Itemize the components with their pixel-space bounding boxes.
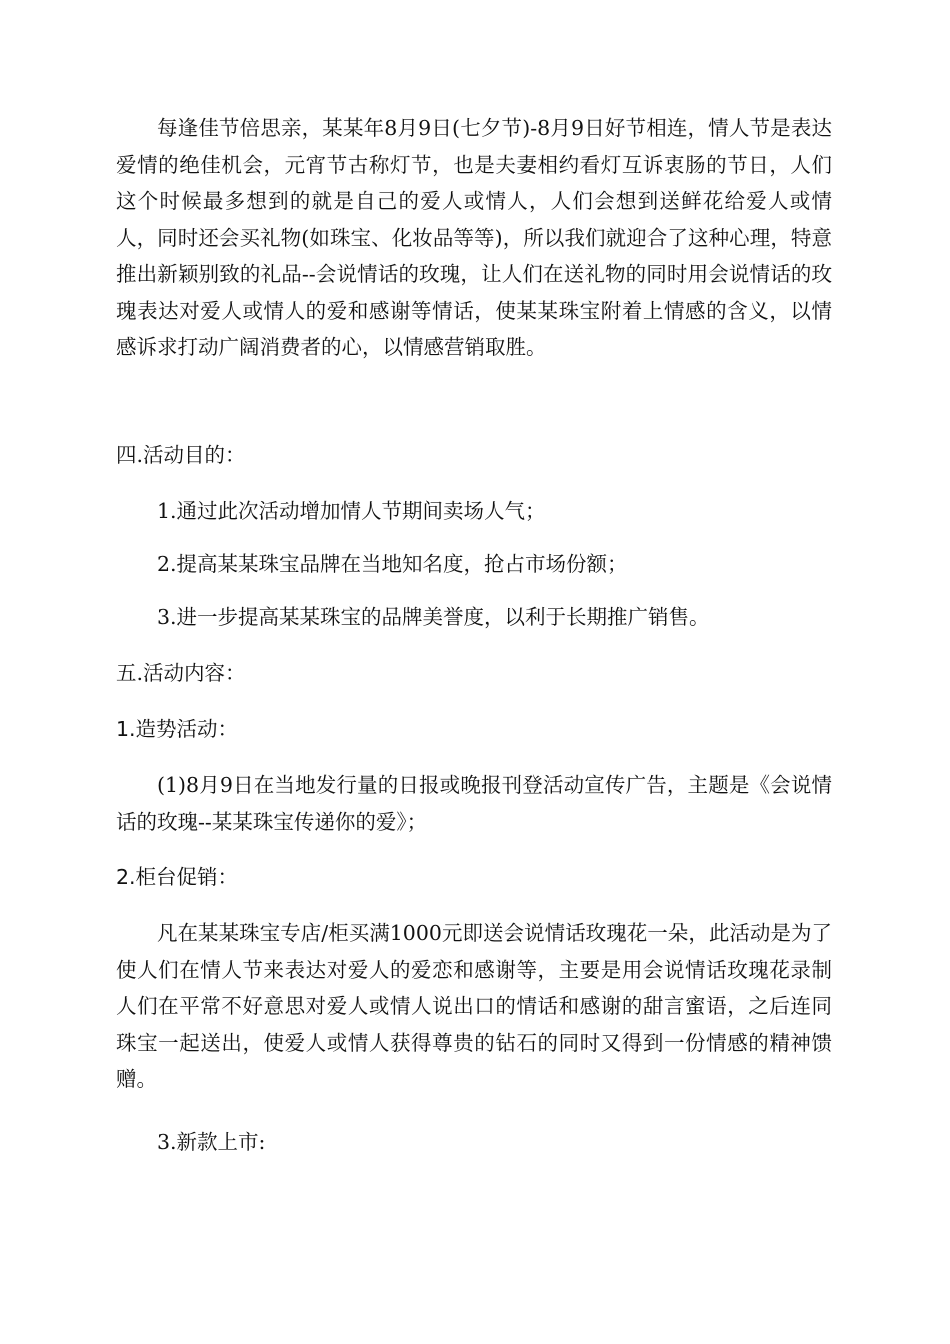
item3-heading: 3.新款上市: xyxy=(157,1130,266,1154)
item2-heading: 2.柜台促销： xyxy=(116,865,239,889)
goal-item-1: 1.通过此次活动增加情人节期间卖场人气； xyxy=(157,499,546,523)
goal-item-2: 2.提高某某珠宝品牌在当地知名度，抢占市场份额； xyxy=(157,552,628,576)
section-heading-goals: 四.活动目的： xyxy=(116,443,246,467)
goal-item-3: 3.进一步提高某某珠宝的品牌美誉度，以利于长期推广销售。 xyxy=(157,605,710,629)
item1-body: (1)8月9日在当地发行量的日报或晚报刊登活动宣传广告，主题是《会说情话的玫瑰--某某珠宝传递你的爱》； xyxy=(116,773,832,834)
item2-body: 凡在某某珠宝专店/柜买满1000元即送会说情话玫瑰花一朵，此活动是为了使人们在情人节来表达对爱人的爱恋和感谢等，主要是用会说情话玫瑰花录制人们在平常不好意思对爱人或情人说出口的情话和感谢的甜言蜜语，之后连同珠宝一起送出，使爱人或情人获得尊贵的钻石的同时又得到一份情感的精神馈赠。 xyxy=(116,921,832,1091)
section-heading-content: 五.活动内容： xyxy=(116,661,246,685)
intro-paragraph: 每逢佳节倍思亲，某某年8月9日(七夕节)-8月9日好节相连，情人节是表达爱情的绝佳机会，元宵节古称灯节，也是夫妻相约看灯互诉衷肠的节日，人们这个时候最多想到的就是自己的爱人或情人，人们会想到送鲜花给爱人或情人，同时还会买礼物(如珠宝、化妆品等等)，所以我们就迎合了这种心理，特意推出新颖别致的礼品--会说情话的玫瑰，让人们在送礼物的同时用会说情话的玫瑰表达对爱人或情人的爱和感谢等情话，使某某珠宝附着上情感的含义，以情感诉求打动广阔消费者的心，以情感营销取胜。 xyxy=(116,116,832,359)
item1-heading: 1.造势活动： xyxy=(116,717,239,741)
